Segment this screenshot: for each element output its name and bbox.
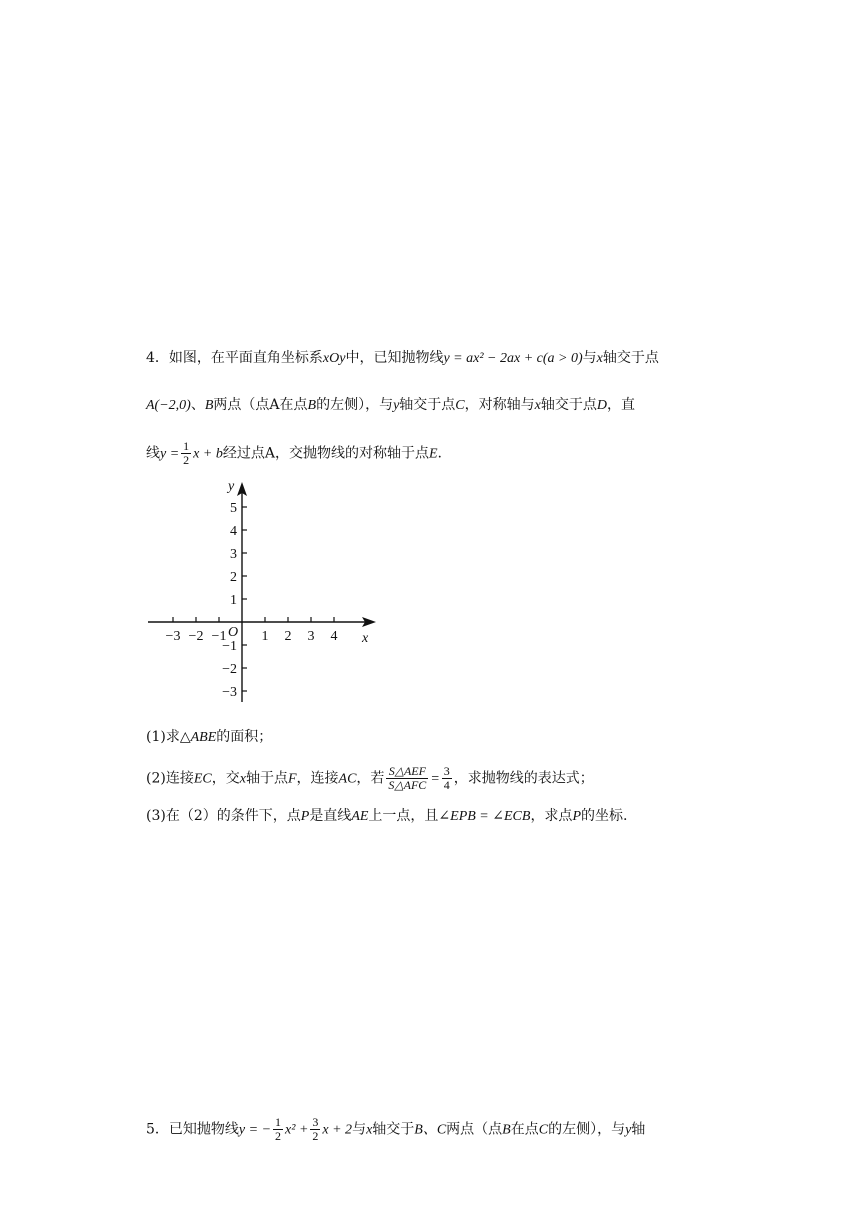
frac-den: 2 [275, 1129, 282, 1143]
problem4-line1 [146, 348, 659, 369]
math-b: B [502, 1122, 511, 1138]
y-axis-label: y [228, 479, 235, 494]
y-tick-label: 5 [230, 501, 237, 516]
text: 经过点A，交抛物线的对称轴于点 [222, 445, 429, 462]
text: 中，已知抛物线 [345, 350, 444, 366]
text: 轴于点 [245, 770, 288, 787]
text: 两点（点 [446, 1121, 503, 1138]
fraction [273, 1116, 283, 1143]
math-e: E [428, 446, 438, 462]
frac-num: 1 [275, 1115, 282, 1129]
x-axis-label: x [362, 631, 369, 646]
text: ，若 [356, 770, 385, 787]
problem4-line3 [146, 440, 442, 467]
text: 轴 [631, 1121, 646, 1138]
y-tick-label: 3 [230, 547, 237, 562]
x-tick-label: −3 [165, 629, 181, 644]
text: ，求点 [530, 808, 573, 824]
math-bc: B、C [414, 1122, 447, 1138]
text: 5．已知抛物线 [146, 1121, 239, 1138]
x-axis [148, 617, 376, 627]
frac-num: 3 [312, 1115, 319, 1129]
text: ，直 [606, 397, 635, 413]
math-b: B [204, 398, 214, 413]
fraction [310, 1116, 320, 1143]
math-x: x [366, 1122, 373, 1138]
math-y: y [393, 398, 400, 413]
text: (3)在（2）的条件下，点 [146, 808, 301, 824]
text: 在点 [510, 1121, 539, 1138]
text: ，连接 [296, 770, 339, 787]
math-ec: EC [193, 771, 212, 787]
text: 轴交于点 [399, 397, 456, 413]
frac-den: 4 [443, 778, 450, 792]
problem5-line1 [146, 1116, 645, 1143]
frac-den: 2 [183, 453, 190, 467]
ratio-value-fraction [442, 765, 452, 792]
y-tick-label: −1 [222, 639, 237, 654]
fraction [181, 440, 191, 467]
text: 线 [146, 445, 160, 462]
frac-num: S△AEF [386, 765, 428, 779]
math-y: y [625, 1122, 632, 1138]
text: (2)连接 [146, 770, 194, 787]
coordinate-axes-figure [140, 472, 390, 712]
math-p: P [300, 809, 310, 824]
math-equals: = [430, 771, 440, 787]
frac-num: 3 [443, 764, 450, 778]
text: 轴交于点 [602, 350, 659, 366]
question-3 [146, 806, 627, 827]
text: 的坐标. [581, 808, 628, 824]
math-term: x² + [285, 1122, 309, 1138]
y-tick-label: 2 [230, 570, 237, 585]
text: . [437, 445, 442, 462]
frac-den: S△AFC [388, 778, 427, 792]
y-tick-label: 4 [230, 524, 237, 539]
math-ae: AE [351, 809, 369, 824]
problem4-line2 [146, 395, 635, 416]
text: 两点（点A在点 [213, 397, 308, 413]
text: 与 [582, 350, 597, 366]
area-ratio-fraction [386, 765, 428, 792]
math-x: x [596, 351, 603, 366]
math-line-rest: x + b [193, 446, 223, 462]
y-axis [237, 482, 247, 702]
y-tick-label: −3 [222, 685, 237, 700]
text: 与 [352, 1121, 367, 1138]
math-xoy: xOy [322, 351, 346, 366]
x-tick-label: 3 [307, 629, 315, 644]
text: ，对称轴与 [464, 397, 535, 413]
x-tick-label: 1 [261, 629, 269, 644]
x-tick-label: −2 [188, 629, 204, 644]
math-parabola: y = ax² − 2ax + c(a > 0) [443, 351, 583, 366]
text: 轴交于 [372, 1121, 415, 1138]
text: 轴交于点 [540, 397, 597, 413]
frac-den: 2 [312, 1129, 319, 1143]
x-tick-label: 2 [284, 629, 292, 644]
math-c: C [538, 1122, 549, 1138]
math-ac: AC [338, 771, 357, 787]
text: 、 [190, 397, 205, 413]
text: (1)求 [146, 729, 180, 745]
math-x: x [239, 771, 246, 787]
math-angle-equality: ∠EPB = ∠ECB [438, 809, 531, 824]
math-point-a: A(−2,0) [146, 398, 191, 413]
x-ticks [166, 617, 338, 644]
frac-num: 1 [183, 439, 190, 453]
text: 4．如图，在平面直角坐标系 [146, 350, 323, 366]
math-c: C [455, 398, 465, 413]
text: ，求抛物线的表达式； [453, 770, 594, 787]
math-d: D [596, 398, 607, 413]
origin-label: O [228, 625, 239, 640]
text: 上一点，且 [368, 808, 439, 824]
x-tick-label: 4 [330, 629, 338, 644]
text: ，交 [211, 770, 240, 787]
text: 是直线 [309, 808, 352, 824]
text: 的左侧），与 [316, 397, 394, 413]
math-term: x + 2 [322, 1122, 353, 1138]
y-tick-label: −2 [222, 662, 237, 677]
math-f: F [287, 771, 297, 787]
math-triangle-abe: △ABE [179, 730, 217, 745]
math-p: P [572, 809, 581, 824]
math-x: x [534, 398, 541, 413]
math-b: B [307, 398, 317, 413]
math-y-eq: y = − [238, 1122, 272, 1138]
y-ticks [222, 501, 247, 700]
question-1 [146, 727, 272, 748]
y-tick-label: 1 [230, 593, 237, 608]
text: 的左侧），与 [548, 1121, 626, 1138]
question-2 [146, 765, 594, 792]
text: 的面积； [216, 729, 273, 745]
math-y-eq: y = [160, 446, 180, 462]
x-tick-label: −1 [211, 629, 227, 644]
